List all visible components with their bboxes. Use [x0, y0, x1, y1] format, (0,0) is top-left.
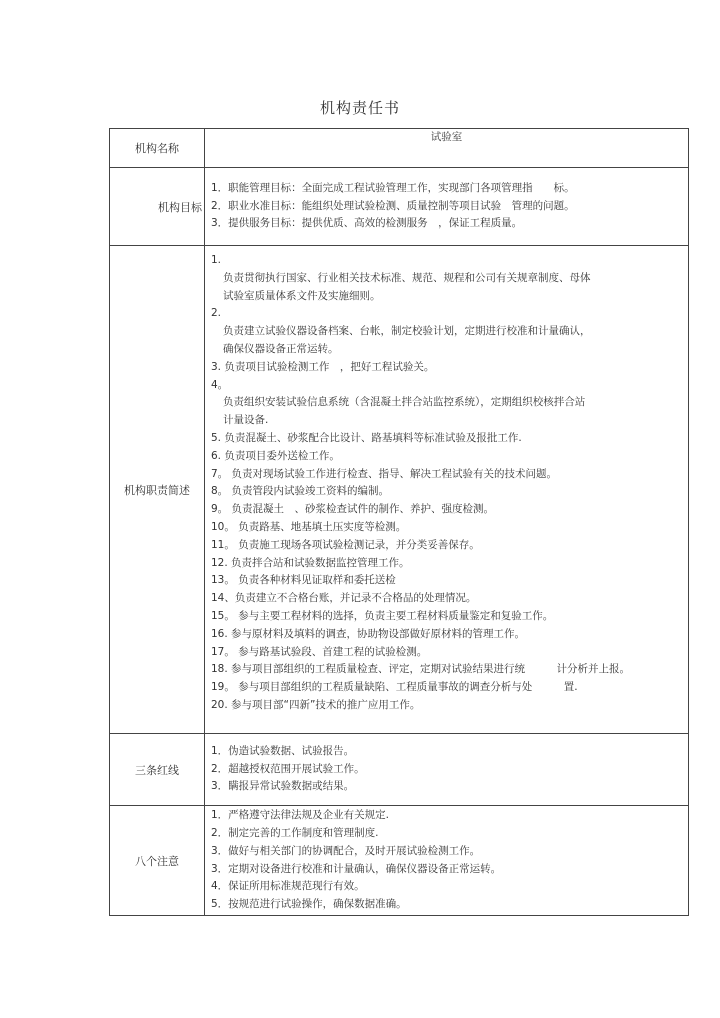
attention-label: 八个注意	[110, 806, 205, 916]
attention-item: 5．按规范进行试验操作，确保数据准确。	[211, 898, 407, 911]
duty-line: 18. 参与项目部组织的工程质量检查、评定，定期对试验结果进行统 计分析并上报。	[211, 663, 631, 676]
duty-line: 确保仪器设备正常运转。	[223, 342, 339, 355]
header-row	[110, 129, 689, 168]
redline-item: 2．超越授权范围开展试验工作。	[211, 762, 365, 775]
org-name-label: 机构名称	[110, 129, 205, 168]
redline-item: 1．伪造试验数据、试验报告。	[211, 744, 355, 757]
duty-line: 负责建立试验仪器设备档案、台帐，制定校验计划，定期进行校准和计量确认，	[223, 325, 591, 338]
duty-line: 5. 负责混凝土、砂浆配合比设计、路基填料等标准试验及报批工作.	[211, 431, 522, 444]
redlines-row	[110, 734, 689, 806]
goals-label: 机构目标	[110, 168, 205, 246]
duty-line: 2.	[211, 307, 222, 320]
duty-line: 12. 负责拌合站和试验数据监控管理工作。	[211, 556, 410, 569]
duty-line: 计量设备.	[223, 414, 269, 427]
attention-item: 3．定期对设备进行校准和计量确认，确保仪器设备正常运转。	[211, 862, 502, 875]
duty-line: 15。 参与主要工程材料的选择，负责主要工程材料质量鉴定和复验工作。	[211, 609, 554, 622]
duty-line: 13。 负责各种材料见证取样和委托送检	[211, 574, 396, 587]
duty-line: 11。 负责施工现场各项试验检测记录，并分类妥善保存。	[211, 538, 480, 551]
redlines-content	[205, 734, 689, 806]
duty-line: 10。 负责路基、地基填土压实度等检测。	[211, 520, 407, 533]
attention-item: 2．制定完善的工作制度和管理制度.	[211, 826, 379, 839]
attention-item: 4．保证所用标准规范现行有效。	[211, 880, 365, 893]
duty-line: 16. 参与原材料及填料的调查，协助物设部做好原材料的管理工作。	[211, 627, 526, 640]
duty-line: 1.	[211, 254, 222, 266]
duty-line: 19。 参与项目部组织的工程质量缺陷、工程质量事故的调查分析与处 置.	[211, 681, 578, 694]
duty-line: 负责组织安装试验信息系统（含混凝土拌合站监控系统），定期组织校核拌合站	[223, 396, 586, 409]
responsibility-table	[109, 128, 689, 916]
attention-content	[205, 806, 689, 916]
duty-line: 8。 负责管段内试验竣工资料的编制。	[211, 485, 390, 498]
attention-item: 1．严格遵守法律法规及企业有关规定.	[211, 809, 390, 822]
goals-content	[205, 168, 689, 246]
duties-content	[205, 246, 689, 734]
goal-item: 3．提供服务目标：提供优质、高效的检测服务 ，保证工程质量。	[211, 217, 523, 230]
redline-item: 3．瞒报异常试验数据或结果。	[211, 780, 355, 793]
duty-line: 7。 负责对现场试验工作进行检查、指导、解决工程试验有关的技术问题。	[211, 467, 558, 480]
duty-line: 9。 负责混凝土 、砂浆检查试件的制作、养护、强度检测。	[211, 503, 495, 516]
duty-line: 17。 参与路基试验段、首建工程的试验检测。	[211, 645, 428, 658]
attention-row	[110, 806, 689, 916]
goal-item: 2．职业水准目标：能组织处理试验检测、质量控制等项目试验 管理的问题。	[211, 199, 575, 212]
duty-line: 6. 负责项目委外送检工作。	[211, 449, 340, 462]
org-name-value: 试验室	[205, 129, 689, 168]
duty-line: 负责贯彻执行国家、行业相关技术标准、规范、规程和公司有关规章制度、母体	[223, 271, 591, 284]
document-title: 机构责任书	[319, 99, 400, 117]
attention-item: 3．做好与相关部门的协调配合，及时开展试验检测工作。	[211, 844, 481, 857]
duty-line: 14、负责建立不合格台账，并记录不合格品的处理情况。	[211, 592, 477, 605]
duties-label: 机构职责简述	[110, 246, 205, 734]
goals-row	[110, 168, 689, 246]
duty-line: 4。	[211, 378, 229, 391]
duty-line: 20. 参与项目部“四新”技术的推广应用工作。	[211, 698, 421, 711]
duty-line: 试验室质量体系文件及实施细则。	[223, 289, 381, 302]
goal-item: 1．职能管理目标：全面完成工程试验管理工作，实现部门各项管理指 标。	[211, 181, 575, 194]
redlines-label: 三条红线	[110, 734, 205, 806]
duties-row	[110, 246, 689, 734]
duty-line: 3. 负责项目试验检测工作 ，把好工程试验关。	[211, 360, 435, 373]
